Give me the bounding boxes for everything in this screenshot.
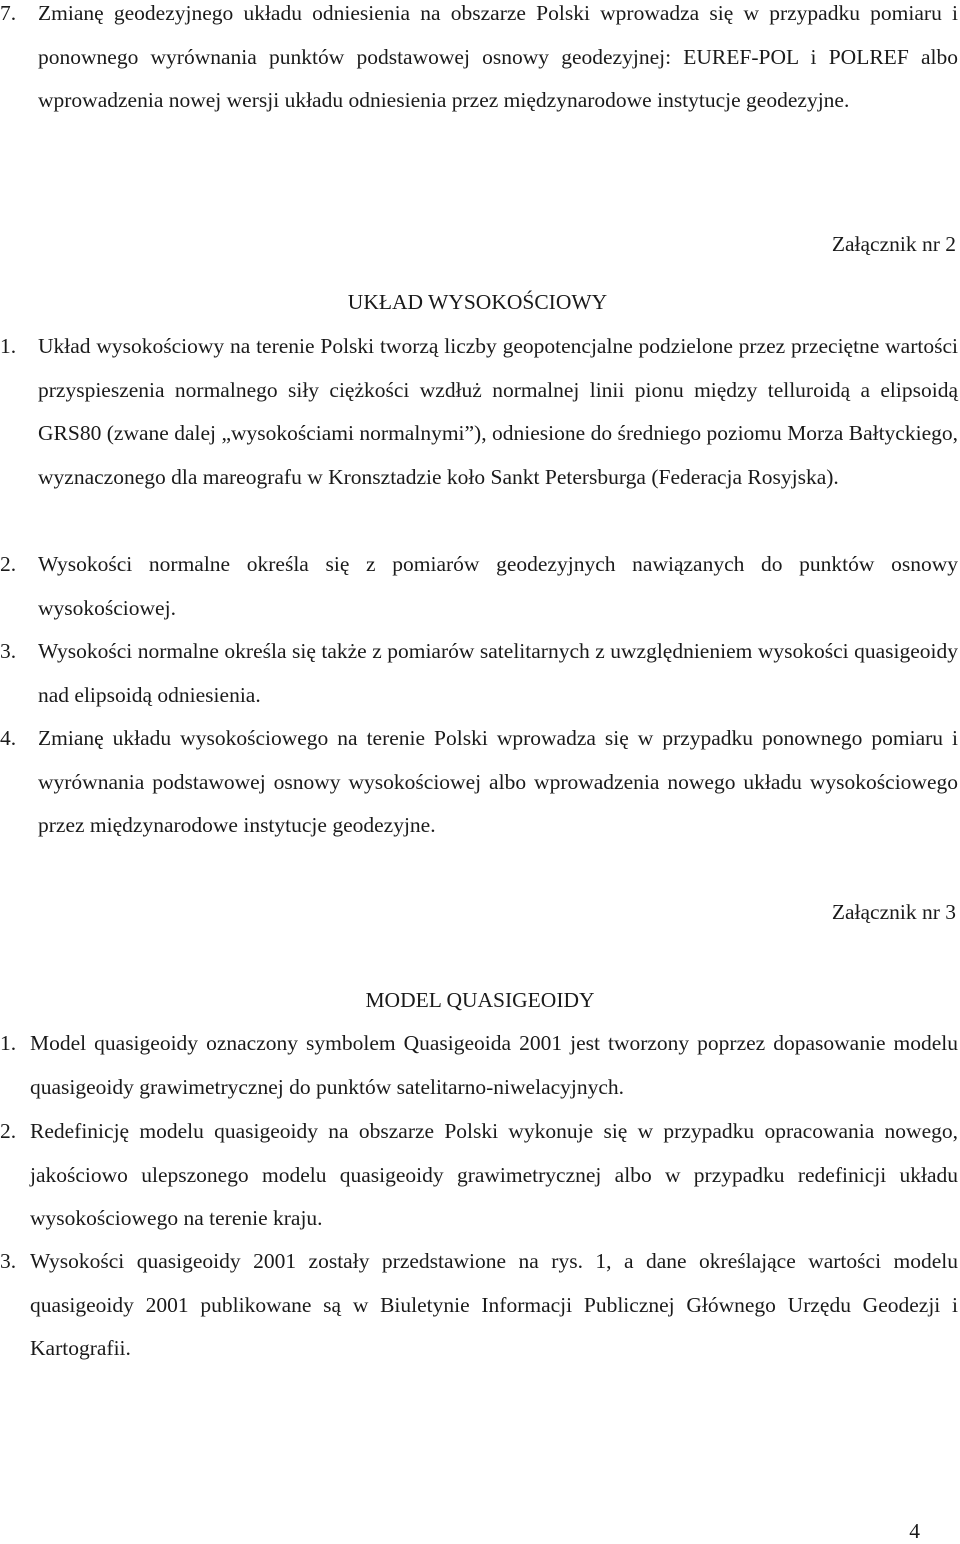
list-item-number: 2. [0,552,17,576]
list-item-number: 3. [0,639,17,663]
list-item-text: Wysokości normalne określa się z pomiarów geodezyjnych nawiązanych do punktów osnowy wysokościowej. [38,552,958,620]
list-item-text: Model quasigeoidy oznaczony symbolem Quasigeoida 2001 jest tworzony poprzez dopasowanie modelu quasigeoidy grawimetrycznej do punktów satelitarno-niwelacyjnych. [30,1031,958,1099]
list-item-7 [0,0,958,123]
list-item [0,543,958,630]
list-item-number: 1. [0,1031,17,1055]
list-item-number: 3. [0,1249,17,1273]
annex-3-title: MODEL QUASIGEOIDY [365,988,595,1012]
list-item [0,1022,958,1109]
list-item-text: Redefinicję modelu quasigeoidy na obszarze Polski wykonuje się w przypadku opracowania nowego, jakościowo ulepszonego modelu quasigeoidy grawimetrycznej albo w przypadku redefinicji układu wysokościowego na terenie kraju. [30,1119,958,1230]
annex-2-title: UKŁAD WYSOKOŚCIOWY [347,290,608,314]
list-item-text: Wysokości quasigeoidy 2001 zostały przedstawione na rys. 1, a dane określające wartości modelu quasigeoidy 2001 publikowane są w Biuletynie Informacji Publicznej Głównego Urzędu Geodezji i Kartografii. [30,1249,958,1360]
annex-3-label: Załącznik nr 3 [831,900,956,924]
list-item [0,630,958,717]
list-item [0,717,958,848]
list-item-number: 2. [0,1119,17,1143]
list-item-number: 7. [0,1,17,25]
page-number: 4 [909,1519,920,1543]
list-item-number: 1. [0,334,17,358]
list-item [0,1240,958,1371]
list-item [0,325,958,499]
list-item [0,1110,958,1241]
list-item-text: Układ wysokościowy na terenie Polski tworzą liczby geopotencjalne podzielone przez przeciętne wartości przyspieszenia normalnego siły ciężkości wzdłuż normalnej linii pionu między telluroidą a elipsoidą GRS80 (zwane dalej „wysokościami normalnymi”), odniesione do średniego poziomu Morza Bałtyckiego, wyznaczonego dla mareografu w Kronsztadzie koło Sankt Petersburga (Federacja Rosyjska). [38,334,958,489]
list-item-text: Wysokości normalne określa się także z pomiarów satelitarnych z uwzględnieniem wysokości quasigeoidy nad elipsoidą odniesienia. [38,639,958,707]
list-item-text: Zmianę układu wysokościowego na terenie Polski wprowadza się w przypadku ponownego pomiaru i wyrównania podstawowej osnowy wysokościowej albo wprowadzenia nowego układu wysokościowego przez międzynarodowe instytucje geodezyjne. [38,726,958,837]
annex-2-label: Załącznik nr 2 [831,232,956,256]
list-item-text: Zmianę geodezyjnego układu odniesienia na obszarze Polski wprowadza się w przypadku pomiaru i ponownego wyrównania punktów podstawowej osnowy geodezyjnej: EUREF-POL i POLREF albo wprowadzenia nowej wersji układu odniesienia przez międzynarodowe instytucje geodezyjne. [38,1,958,112]
list-item-number: 4. [0,726,17,750]
